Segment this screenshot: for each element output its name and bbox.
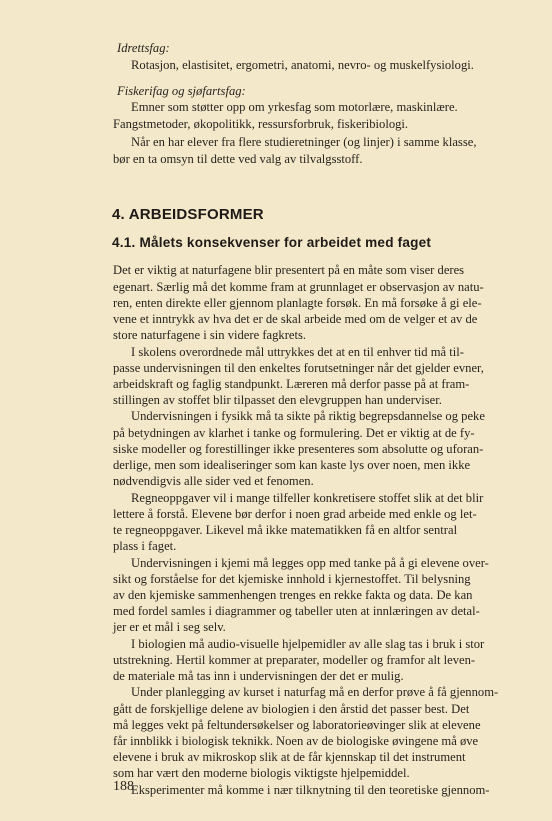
body-line: på betydningen av klarhet i tanke og formulering. Det er viktig at de fy- [113,426,475,440]
body-line: I biologien må audio-visuelle hjelpemidler av alle slag tas i bruk i stor [131,637,485,651]
body-line: derlige, men som idealiseringer som kan kaste lys over noen, men ikke [113,458,471,472]
body-line: egenart. Særlig må det komme fram at grunnlaget er observasjon av natu- [113,280,484,294]
idrettsfag-text: Rotasjon, elastisitet, ergometri, anatomi, nevro- og muskelfysiologi. [131,58,474,72]
body-line: arbeidskraft og faglig standpunkt. Læreren må derfor passe på at fram- [113,377,470,391]
body-line: av den kjemiske sammenhengen trenges en rekke fakta og data. De kan [113,588,473,602]
section-heading: 4. ARBEIDSFORMER [112,206,264,223]
note-line: Når en har elever fra flere studieretninger (og linjer) i samme klasse, [131,135,477,149]
body-line: I skolens overordnede mål uttrykkes det at en til enhver tid må til- [131,345,464,359]
body-line: Under planlegging av kurset i naturfag må en derfor prøve å få gjennom- [131,685,499,699]
page-number: 188 [113,779,134,794]
body-line: Undervisningen i fysikk må ta sikte på riktig begrepsdannelse og peke [131,409,485,423]
body-line: siske modeller og forestillinger ikke presenteres som absolutte og uforan- [113,442,484,456]
body-line: passe undervisningen til den enkeltes forutsetninger når det gjelder evner, [113,361,484,375]
fiskerifag-label: Fiskerifag og sjøfartsfag: [117,84,246,98]
body-line: store naturfagene i sin videre fagkrets. [113,328,307,342]
body-line: får innblikk i biologisk teknikk. Noen av de biologiske øvingene må øve [113,734,479,748]
body-line: nødvendigvis alle sider ved et fenomen. [113,474,314,488]
body-line: elevene i bruk av mikroskop slik at de får kjennskap til det instrument [113,750,466,764]
fiskerifag-text-line: Emner som støtter opp om yrkesfag som motorlære, maskinlære. [131,100,458,114]
body-line: ren, enten direkte eller gjennom planlagte forsøk. En må forsøke å gi ele- [113,296,482,310]
body-line: med fordel samles i diagrammer og tabeller uten at innlæringen av detal- [113,604,480,618]
fiskerifag-text-line: Fangstmetoder, økopolitikk, ressursforbruk, fiskeribiologi. [113,117,409,131]
body-line: Eksperimenter må komme i nær tilknytning til den teoretiske gjennom- [131,783,490,797]
body-line: te regneoppgaver. Likevel må ikke matematikken få en altfor sentral [113,523,458,537]
body-line: som har vært den moderne biologis viktigste hjelpemiddel. [113,766,410,780]
body-line: stillingen av stoffet blir tilpasset den elevgruppen han underviser. [113,393,442,407]
body-line: vene et inntrykk av hva det er de skal arbeide med om de velger et av de [113,312,478,326]
body-line: Undervisningen i kjemi må legges opp med tanke på å gi elevene over- [131,556,489,570]
body-line: de materiale må tas inn i undervisningen der det er mulig. [113,669,404,683]
body-line: sikt og forståelse for det kjemiske innhold i kjernestoffet. Til belysning [113,572,471,586]
body-line: gått de forskjellige delene av biologien i den årstid det passer best. Det [113,702,470,716]
body-line: lettere å forstå. Elevene bør derfor i noen grad arbeide med enkle og let- [113,507,477,521]
body-line: utstrekning. Hertil kommer at preparater, modeller og framfor alt leven- [113,653,476,667]
body-line: Regneoppgaver vil i mange tilfeller konkretisere stoffet slik at det blir [131,491,484,505]
note-line: bør en ta omsyn til dette ved valg av tilvalgsstoff. [113,152,363,166]
body-line: Det er viktig at naturfagene blir presentert på en måte som viser deres [113,263,465,277]
body-line: plass i faget. [113,539,177,553]
body-line: jer er et mål i seg selv. [113,620,226,634]
idrettsfag-label: Idrettsfag: [117,41,170,55]
body-line: må legges vekt på feltundersøkelser og laboratorieøvinger slik at elevene [113,718,481,732]
section-subheading: 4.1. Målets konsekvenser for arbeidet med faget [112,235,432,250]
